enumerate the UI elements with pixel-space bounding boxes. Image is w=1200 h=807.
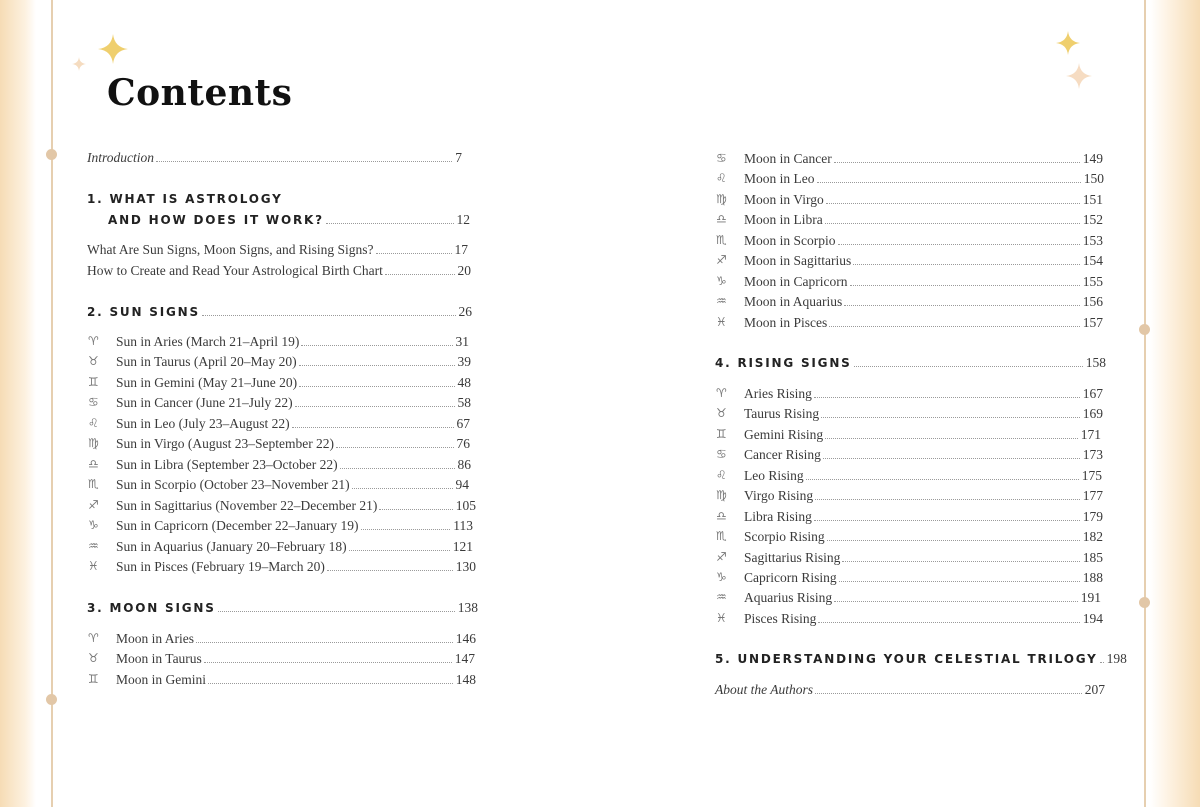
page-number: 7 <box>455 150 462 165</box>
page-number: 179 <box>1082 509 1103 524</box>
entry-label: Moon in Aries <box>116 631 195 646</box>
toc-entry-chapter-2[interactable] <box>87 303 472 321</box>
dot-leader <box>821 417 1080 418</box>
page-number: 113 <box>453 518 473 533</box>
dot-leader <box>295 406 455 407</box>
aquarius-icon: ♒ <box>88 539 99 553</box>
taurus-icon: ♉ <box>716 406 727 420</box>
dot-leader <box>340 468 455 469</box>
toc-entry[interactable] <box>744 549 1103 567</box>
toc-entry[interactable] <box>744 569 1103 587</box>
toc-entry[interactable] <box>116 374 471 392</box>
toc-entry[interactable] <box>744 211 1103 229</box>
toc-entry[interactable] <box>116 456 471 474</box>
border-dot <box>1139 597 1150 608</box>
dot-leader <box>825 438 1078 439</box>
scorpio-icon: ♏ <box>716 529 727 543</box>
dot-leader <box>825 223 1080 224</box>
toc-entry[interactable] <box>744 589 1101 607</box>
leo-icon: ♌ <box>88 416 99 430</box>
page-number: 86 <box>457 457 471 472</box>
entry-label: Pisces Rising <box>744 611 817 626</box>
border-line-right <box>1144 0 1146 807</box>
leo-icon: ♌ <box>716 468 727 482</box>
entry-label: Gemini Rising <box>744 427 824 442</box>
pisces-icon: ♓ <box>716 611 727 625</box>
chapter-heading: 1. WHAT IS ASTROLOGY <box>87 192 283 206</box>
page-number: 147 <box>454 651 475 666</box>
entry-label: Virgo Rising <box>744 488 814 503</box>
page-number: 158 <box>1085 355 1106 370</box>
entry-label: Sun in Gemini (May 21–June 20) <box>116 375 298 390</box>
cancer-icon: ♋ <box>88 395 99 409</box>
scorpio-icon: ♏ <box>88 477 99 491</box>
dot-leader <box>208 683 453 684</box>
dot-leader <box>1100 662 1104 663</box>
entry-label: Scorpio Rising <box>744 529 825 544</box>
toc-entry[interactable] <box>116 394 471 412</box>
dot-leader <box>361 529 451 530</box>
page-title: Contents <box>107 72 293 114</box>
dot-leader <box>850 285 1080 286</box>
toc-entry[interactable] <box>87 241 468 259</box>
aquarius-icon: ♒ <box>716 590 727 604</box>
entry-label: Sun in Virgo (August 23–September 22) <box>116 436 335 451</box>
page-number: 39 <box>457 354 471 369</box>
dot-leader <box>218 611 455 612</box>
dot-leader <box>815 693 1082 694</box>
page-number: 188 <box>1082 570 1103 585</box>
dot-leader <box>839 581 1080 582</box>
entry-label: Moon in Cancer <box>744 151 832 166</box>
toc-entry[interactable] <box>744 293 1103 311</box>
page-number: 177 <box>1082 488 1103 503</box>
entry-label: Sun in Sagittarius (November 22–December 21) <box>116 498 378 513</box>
libra-icon: ♎ <box>716 509 727 523</box>
page-number: 58 <box>457 395 471 410</box>
virgo-icon: ♍ <box>88 436 99 450</box>
dot-leader <box>299 386 454 387</box>
page-number: 150 <box>1083 171 1104 186</box>
toc-entry[interactable] <box>116 517 473 535</box>
dot-leader <box>156 161 452 162</box>
page-edge-left <box>0 0 36 807</box>
toc-entry[interactable] <box>744 467 1102 485</box>
page-number: 149 <box>1082 151 1103 166</box>
entry-label: Introduction <box>87 150 154 165</box>
toc-entry[interactable] <box>116 333 469 351</box>
aquarius-icon: ♒ <box>716 294 727 308</box>
toc-entry[interactable] <box>116 630 476 648</box>
dot-leader <box>827 540 1080 541</box>
entry-label: 2. SUN SIGNS <box>87 305 200 319</box>
entry-label: Moon in Gemini <box>116 672 206 687</box>
scorpio-icon: ♏ <box>716 233 727 247</box>
entry-label: Taurus Rising <box>744 406 820 421</box>
page-number: 130 <box>455 559 476 574</box>
entry-label: Moon in Libra <box>744 212 823 227</box>
toc-entry[interactable] <box>116 538 473 556</box>
page-number: 175 <box>1081 468 1102 483</box>
entry-label: Sun in Capricorn (December 22–January 19) <box>116 518 359 533</box>
dot-leader <box>829 326 1079 327</box>
entry-label: Sun in Aries (March 21–April 19) <box>116 334 300 349</box>
dot-leader <box>376 253 452 254</box>
page-number: 191 <box>1080 590 1101 605</box>
entry-label: AND HOW DOES IT WORK? <box>108 213 324 227</box>
sparkle-icon <box>1066 63 1092 89</box>
toc-entry[interactable] <box>744 385 1103 403</box>
border-dot <box>1139 324 1150 335</box>
page-number: 155 <box>1082 274 1103 289</box>
page-number: 26 <box>458 304 472 319</box>
dot-leader <box>806 479 1079 480</box>
dot-leader <box>196 642 453 643</box>
dot-leader <box>838 244 1080 245</box>
dot-leader <box>815 499 1080 500</box>
entry-label: Capricorn Rising <box>744 570 837 585</box>
leo-icon: ♌ <box>716 171 727 185</box>
toc-entry-chapter-4[interactable] <box>715 354 1106 372</box>
entry-label: Cancer Rising <box>744 447 821 462</box>
aries-icon: ♈ <box>716 386 727 400</box>
page-number: 17 <box>454 242 468 257</box>
page-number: 185 <box>1082 550 1103 565</box>
gemini-icon: ♊ <box>88 375 99 389</box>
page-number: 156 <box>1082 294 1103 309</box>
dot-leader <box>853 264 1080 265</box>
page-number: 198 <box>1106 651 1127 666</box>
toc-entry[interactable] <box>744 487 1103 505</box>
page-number: 171 <box>1080 427 1101 442</box>
entry-label: Libra Rising <box>744 509 812 524</box>
page-number: 31 <box>455 334 469 349</box>
toc-entry[interactable] <box>744 610 1103 628</box>
aries-icon: ♈ <box>88 631 99 645</box>
entry-label: About the Authors <box>715 682 814 697</box>
dot-leader <box>326 223 454 224</box>
page-number: 173 <box>1082 447 1103 462</box>
page-number: 167 <box>1082 386 1103 401</box>
dot-leader <box>844 305 1079 306</box>
toc-entry[interactable] <box>116 650 475 668</box>
page-number: 67 <box>456 416 470 431</box>
capricorn-icon: ♑ <box>88 518 99 532</box>
page-number: 148 <box>455 672 476 687</box>
entry-label: Sun in Aquarius (January 20–February 18) <box>116 539 347 554</box>
page-number: 153 <box>1082 233 1103 248</box>
sagittarius-icon: ♐ <box>716 550 727 564</box>
toc-entry[interactable] <box>744 252 1103 270</box>
page-number: 138 <box>457 600 478 615</box>
page-number: 152 <box>1082 212 1103 227</box>
dot-leader <box>385 274 455 275</box>
entry-label: 4. RISING SIGNS <box>715 356 852 370</box>
toc-entry-about-authors[interactable] <box>715 681 1105 699</box>
dot-leader <box>826 203 1080 204</box>
page-number: 151 <box>1082 192 1103 207</box>
virgo-icon: ♍ <box>716 488 727 502</box>
dot-leader <box>336 447 453 448</box>
toc-entry[interactable] <box>116 558 476 576</box>
toc-entry[interactable] <box>744 426 1101 444</box>
sagittarius-icon: ♐ <box>88 498 99 512</box>
dot-leader <box>854 366 1083 367</box>
dot-leader <box>299 365 455 366</box>
toc-entry[interactable] <box>744 508 1103 526</box>
pisces-icon: ♓ <box>88 559 99 573</box>
dot-leader <box>301 345 452 346</box>
page-number: 169 <box>1082 406 1103 421</box>
dot-leader <box>292 427 454 428</box>
toc-entry[interactable] <box>744 405 1103 423</box>
entry-label: Moon in Capricorn <box>744 274 848 289</box>
taurus-icon: ♉ <box>88 354 99 368</box>
entry-label: Aquarius Rising <box>744 590 833 605</box>
border-dot <box>46 149 57 160</box>
sparkle-icon <box>98 34 128 64</box>
entry-label: Moon in Sagittarius <box>744 253 852 268</box>
toc-entry[interactable] <box>744 191 1103 209</box>
dot-leader <box>817 182 1081 183</box>
libra-icon: ♎ <box>716 212 727 226</box>
cancer-icon: ♋ <box>716 447 727 461</box>
page-number: 194 <box>1082 611 1103 626</box>
gemini-icon: ♊ <box>716 427 727 441</box>
page-number: 207 <box>1084 682 1105 697</box>
entry-label: Aries Rising <box>744 386 812 401</box>
entry-label: What Are Sun Signs, Moon Signs, and Rising Signs? <box>87 242 374 257</box>
toc-entry[interactable] <box>744 273 1103 291</box>
toc-entry[interactable] <box>116 476 469 494</box>
toc-entry[interactable] <box>744 170 1104 188</box>
libra-icon: ♎ <box>88 457 99 471</box>
dot-leader <box>818 622 1079 623</box>
dot-leader <box>834 601 1078 602</box>
entry-label: 3. MOON SIGNS <box>87 601 216 615</box>
entry-label: Moon in Pisces <box>744 315 828 330</box>
page-number: 182 <box>1082 529 1103 544</box>
entry-label: Sun in Cancer (June 21–July 22) <box>116 395 293 410</box>
page-number: 76 <box>456 436 470 451</box>
entry-label: Sun in Taurus (April 20–May 20) <box>116 354 297 369</box>
entry-label: Sun in Pisces (February 19–March 20) <box>116 559 325 574</box>
toc-entry[interactable] <box>744 314 1103 332</box>
page-number: 105 <box>455 498 476 513</box>
page-number: 146 <box>455 631 476 646</box>
page-number: 94 <box>455 477 469 492</box>
toc-entry-chapter-3[interactable] <box>87 599 478 617</box>
aries-icon: ♈ <box>88 334 99 348</box>
dot-leader <box>834 162 1080 163</box>
dot-leader <box>814 397 1080 398</box>
entry-label: 5. UNDERSTANDING YOUR CELESTIAL TRILOGY <box>715 652 1098 666</box>
entry-label: Sun in Libra (September 23–October 22) <box>116 457 338 472</box>
entry-label: Moon in Taurus <box>116 651 202 666</box>
cancer-icon: ♋ <box>716 151 727 165</box>
virgo-icon: ♍ <box>716 192 727 206</box>
sagittarius-icon: ♐ <box>716 253 727 267</box>
toc-entry-chapter-5[interactable] <box>715 650 1127 668</box>
taurus-icon: ♉ <box>88 651 99 665</box>
page-number: 20 <box>457 263 471 278</box>
toc-entry-chapter-1[interactable] <box>108 211 470 229</box>
dot-leader <box>379 509 452 510</box>
entry-label: Moon in Scorpio <box>744 233 836 248</box>
border-line-left <box>51 0 53 807</box>
toc-entry[interactable] <box>744 446 1103 464</box>
page-edge-right <box>1150 0 1200 807</box>
entry-label: Sun in Scorpio (October 23–November 21) <box>116 477 350 492</box>
capricorn-icon: ♑ <box>716 570 727 584</box>
entry-label: Moon in Aquarius <box>744 294 843 309</box>
entry-label: Sagittarius Rising <box>744 550 841 565</box>
toc-entry[interactable] <box>116 353 471 371</box>
toc-entry[interactable] <box>116 435 470 453</box>
toc-entry[interactable] <box>116 497 476 515</box>
dot-leader <box>814 520 1080 521</box>
dot-leader <box>352 488 453 489</box>
dot-leader <box>202 315 456 316</box>
dot-leader <box>327 570 453 571</box>
toc-entry-introduction[interactable] <box>87 149 462 167</box>
dot-leader <box>349 550 450 551</box>
toc-entry[interactable] <box>116 415 470 433</box>
page-number: 48 <box>457 375 471 390</box>
toc-entry[interactable] <box>744 232 1103 250</box>
dot-leader <box>823 458 1080 459</box>
toc-entry[interactable] <box>87 262 471 280</box>
dot-leader <box>204 662 452 663</box>
entry-label: How to Create and Read Your Astrological Birth Chart <box>87 263 383 278</box>
gemini-icon: ♊ <box>88 672 99 686</box>
entry-label: Moon in Virgo <box>744 192 824 207</box>
sparkle-icon <box>1056 31 1080 55</box>
toc-entry[interactable] <box>744 150 1103 168</box>
page-number: 154 <box>1082 253 1103 268</box>
pisces-icon: ♓ <box>716 315 727 329</box>
entry-label: Leo Rising <box>744 468 804 483</box>
toc-entry[interactable] <box>116 671 476 689</box>
page-number: 12 <box>456 212 470 227</box>
page-number: 157 <box>1082 315 1103 330</box>
page-number: 121 <box>452 539 473 554</box>
capricorn-icon: ♑ <box>716 274 727 288</box>
entry-label: Moon in Leo <box>744 171 815 186</box>
sparkle-icon <box>72 57 86 71</box>
entry-label: Sun in Leo (July 23–August 22) <box>116 416 290 431</box>
dot-leader <box>842 561 1079 562</box>
toc-entry[interactable] <box>744 528 1103 546</box>
border-dot <box>46 694 57 705</box>
